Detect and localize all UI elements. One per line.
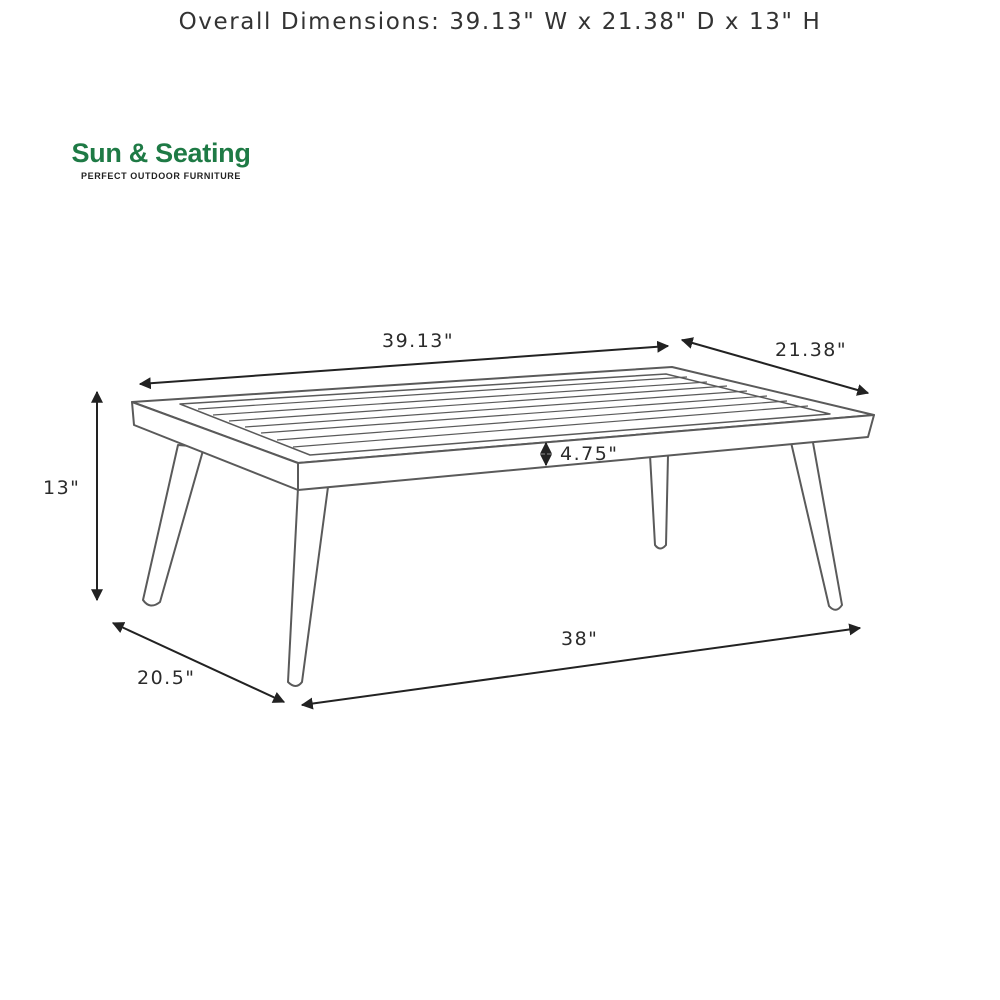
back-right-leg <box>650 455 668 549</box>
front-right-leg <box>790 437 842 610</box>
brand-tagline: PERFECT OUTDOOR FURNITURE <box>81 171 241 181</box>
leg-width-label: 38" <box>561 628 599 650</box>
brand-name: Sun & Seating <box>71 138 251 168</box>
coffee-table-illustration <box>132 367 874 686</box>
top-width-label: 39.13" <box>382 330 455 352</box>
height-label: 13" <box>43 477 81 499</box>
overall-dimensions-title: Overall Dimensions: 39.13" W x 21.38" D x 13" H <box>178 9 822 35</box>
leg-depth-arrow <box>113 623 284 702</box>
top-depth-label: 21.38" <box>775 339 848 361</box>
front-left-leg <box>143 445 204 606</box>
apron-height-label: 4.75" <box>560 443 619 465</box>
front-middle-leg <box>288 487 328 686</box>
leg-depth-label: 20.5" <box>137 667 196 689</box>
